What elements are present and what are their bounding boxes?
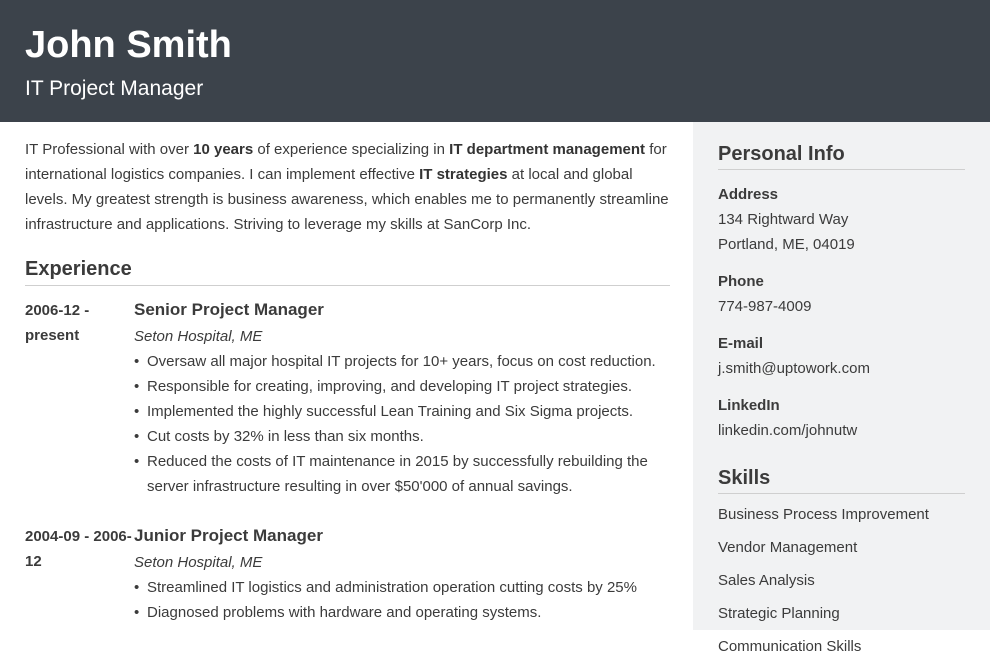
profile-summary: IT Professional with over 10 years of experience specializing in IT department management for international logistics companies. I can implement effective IT strategies at local and global levels. My greatest strength is business awareness, which enables me to permanently streamline infrastructure and applications. Striving to leverage my skills at SanCorp Inc. bbox=[25, 141, 669, 233]
experience-heading: Experience bbox=[25, 255, 670, 286]
personal-info-heading: Personal Info bbox=[718, 140, 965, 170]
main-column bbox=[25, 137, 670, 625]
skills-heading: Skills bbox=[718, 464, 965, 494]
job-bullet: • Reduced the costs of IT maintenance in 2015 by successfully rebuilding the server infrastructure resulting in over $50'000 of annual savings. bbox=[134, 449, 670, 499]
job-bullet: • Diagnosed problems with hardware and operating systems. bbox=[134, 600, 670, 625]
job-bullet: • Streamlined IT logistics and administration operation cutting costs by 25% bbox=[134, 575, 670, 600]
email-value: j.smith@uptowork.com bbox=[718, 360, 870, 377]
job-entry bbox=[25, 297, 670, 499]
skill-item: Vendor Management bbox=[718, 539, 858, 556]
skill-item: Sales Analysis bbox=[718, 572, 815, 589]
job-title: Junior Project Manager bbox=[134, 526, 323, 545]
linkedin-value: linkedin.com/johnutw bbox=[718, 422, 858, 439]
candidate-role: IT Project Manager bbox=[25, 77, 204, 100]
address-label: Address bbox=[718, 186, 779, 203]
job-entry bbox=[25, 523, 670, 625]
address-line-1: 134 Rightward Way bbox=[718, 211, 849, 228]
job-bullets bbox=[134, 575, 670, 625]
job-company: Seton Hospital, ME bbox=[134, 328, 263, 345]
job-title: Senior Project Manager bbox=[134, 300, 324, 319]
job-date: 2006-12 - present bbox=[25, 302, 90, 344]
job-date: 2004-09 - 2006-12 bbox=[25, 528, 132, 570]
job-company: Seton Hospital, ME bbox=[134, 554, 263, 571]
candidate-name: John Smith bbox=[25, 24, 232, 66]
sidebar bbox=[693, 122, 990, 655]
phone-label: Phone bbox=[718, 273, 764, 290]
phone-value: 774-987-4009 bbox=[718, 298, 812, 315]
job-bullet: • Cut costs by 32% in less than six months. bbox=[134, 424, 670, 449]
address-line-2: Portland, ME, 04019 bbox=[718, 236, 855, 253]
skill-item: Communication Skills bbox=[718, 638, 862, 655]
job-bullet: • Responsible for creating, improving, and developing IT project strategies. bbox=[134, 374, 670, 399]
skill-item: Strategic Planning bbox=[718, 605, 840, 622]
job-bullets bbox=[134, 349, 670, 499]
linkedin-label: LinkedIn bbox=[718, 397, 780, 414]
resume-header bbox=[0, 0, 990, 122]
email-label: E-mail bbox=[718, 335, 764, 352]
skill-item: Business Process Improvement bbox=[718, 506, 929, 523]
job-bullet: • Oversaw all major hospital IT projects for 10+ years, focus on cost reduction. bbox=[134, 349, 670, 374]
job-bullet: • Implemented the highly successful Lean Training and Six Sigma projects. bbox=[134, 399, 670, 424]
